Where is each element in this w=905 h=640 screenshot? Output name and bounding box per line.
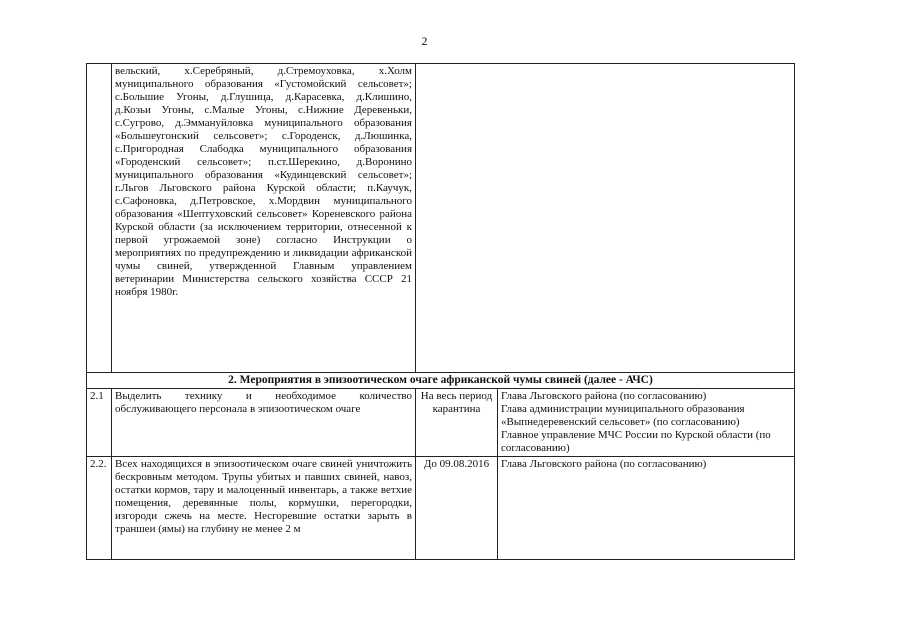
measures-table [86,63,795,560]
row-number: 2.1 [87,389,112,457]
table-row [87,389,795,457]
responsible-item: Глава Льговского района (по согласованию) [501,390,707,402]
row-number: 2.2. [87,457,112,560]
row-number-cell [87,64,112,373]
date-cell: На весь период карантина [416,389,498,457]
responsible-cell [498,389,795,457]
responsible-cell [498,457,795,560]
page-number: 2 [421,34,428,48]
section-title: 2. Мероприятия в эпизоотическом очаге африканской чумы свиней (далее - АЧС) [87,373,795,389]
section-header-row [87,373,795,389]
table-row [87,64,795,373]
responsible-item: Главное управление МЧС России по Курской области (по согласованию) [501,429,771,454]
date-cell: До 09.08.2016 [416,457,498,560]
responsible-item: Глава Льговского района (по согласованию) [501,458,707,470]
action-cell: вельский, х.Серебряный, д.Стремоуховка, х.Холм муниципального образования «Густомойский сельсовет»; с.Большие Угоны, д.Глушица, д.Карасевка, д.Клишино, д.Козьи Угоны, с.Малые Угоны, с.Нижние Деревеньки, с.Сугрово, д.Эммануйловка муниципального образования «Большеугонский сельсовет»; с.Городенск, д.Люшинка, с.Пригородная Слабодка муниципального образования «Городенский сельсовет»; п.ст.Шерекино, д.Воронино муниципального образования «Кудинцевский сельсовет»; г.Льгов Льговского района Курской области; п.Каучук, с.Сафоновка, д.Петровское, х.Мордвин муниципального образования «Шептуховский сельсовет» Кореневского района Курской области (за исключением территории, отнесенной к первой угрожаемой зоне) согласно Инструкции о мероприятиях по предупреждению и ликвидации африканской чумы свиней, утвержденной Главным управлением ветеринарии Министерства сельского хозяйства СССР 21 ноября 1980г. [112,64,416,373]
action-cell: Всех находящихся в эпизоотическом очаге свиней уничтожить бескровным методом. Трупы убитых и павших свиней, навоз, остатки кормов, тару и малоценный инвентарь, а также ветхие помещения, деревянные полы, кормушки, перегородки, изгороди сжечь на месте. Несгоревшие остатки зарыть в траншеи (ямы) на глубину не менее 2 м [112,457,416,560]
responsible-cell [416,64,795,373]
table-row [87,457,795,560]
responsible-item: Глава администрации муниципального образования «Выпнедеревенский сельсовет» (по согласованию) [501,403,745,428]
action-cell: Выделить технику и необходимое количество обслуживающего персонала в эпизоотическом очаге [112,389,416,457]
